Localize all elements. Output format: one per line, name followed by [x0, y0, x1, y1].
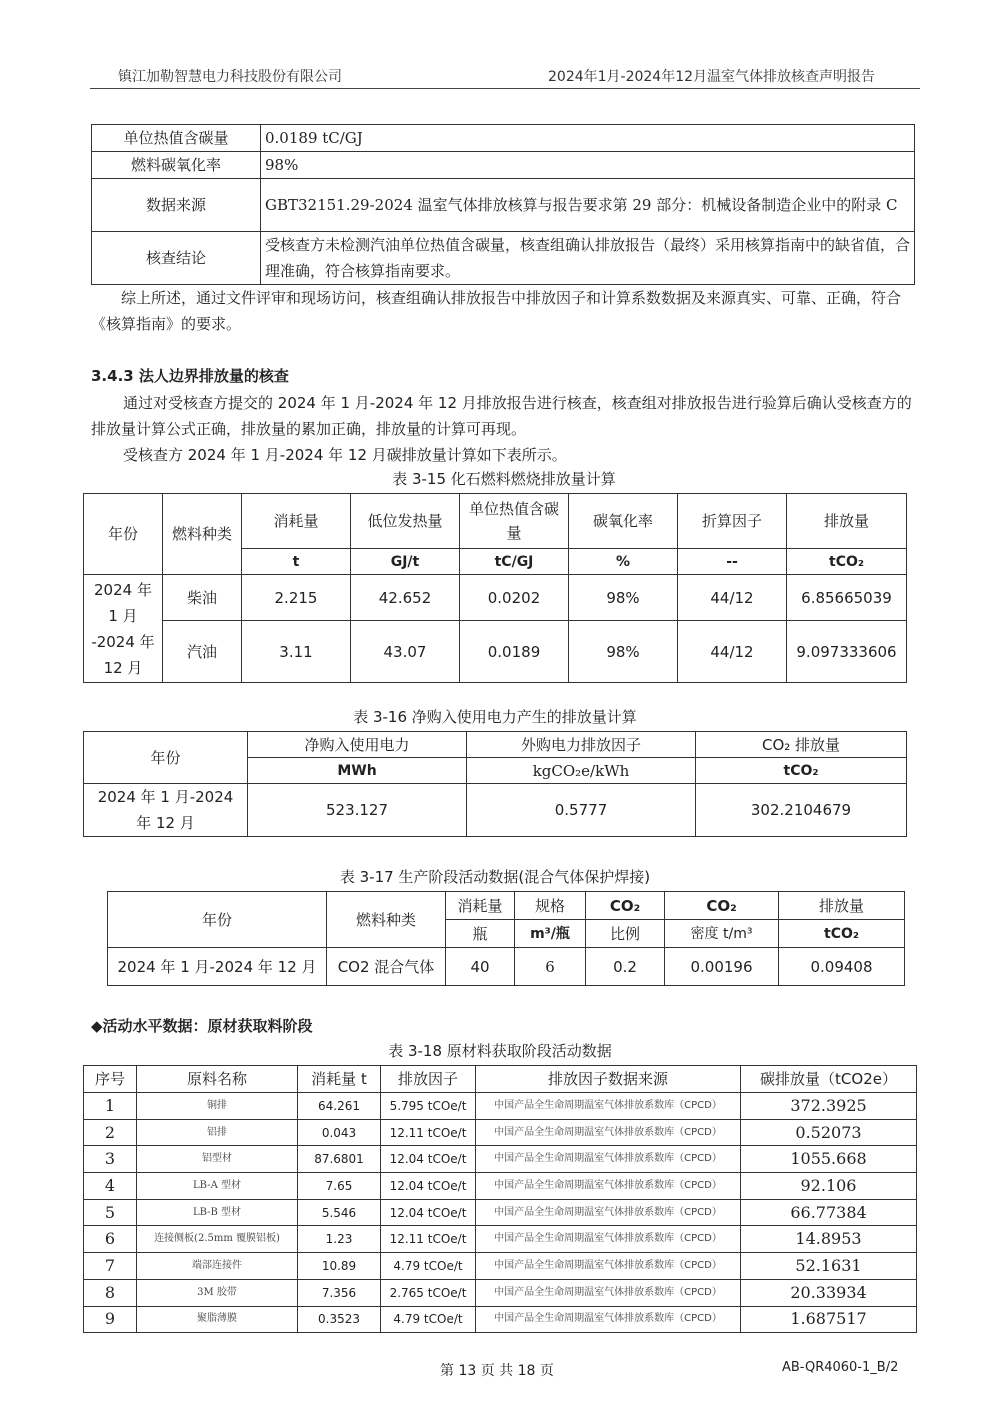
table-row: [84, 1119, 917, 1146]
table-316-caption: 表 3-16 净购入使用电力产生的排放量计算: [353, 708, 637, 726]
no-cell: 6: [84, 1226, 137, 1253]
data-cell: 0.0202: [460, 575, 569, 621]
col-header-no: 序号: [84, 1066, 137, 1093]
qty-cell: 0.043: [298, 1119, 381, 1146]
source-cell: 中国产品全生命周期温室气体排放系数库（CPCD）: [476, 1093, 741, 1120]
name-cell: 聚脂薄膜: [137, 1306, 298, 1333]
section-paragraph-1: 通过对受核查方提交的 2024 年 1 月-2024 年 12 月排放报告进行核查，核查组对排放报告进行验算后确认受核查方的排放量计算公式正确，排放量的累加正确，排放量的计算可再现。: [91, 394, 912, 438]
data-cell: 302.2104679: [696, 784, 907, 837]
section-heading: 3.4.3 法人边界排放量的核查: [91, 367, 289, 385]
table-row: [84, 1173, 917, 1200]
col-header-oxidation: 碳氧化率: [569, 494, 678, 549]
raw-material-table: [83, 1065, 917, 1333]
electricity-table: [83, 731, 907, 837]
factor-cell: 12.04 tCOe/t: [381, 1146, 476, 1173]
qty-cell: 1.23: [298, 1226, 381, 1253]
data-cell: 44/12: [678, 621, 787, 683]
table-315-caption: 表 3-15 化石燃料燃烧排放量计算: [392, 470, 616, 488]
fuel-combustion-table: [83, 493, 907, 683]
no-cell: 2: [84, 1119, 137, 1146]
table-row: [84, 1199, 917, 1226]
emission-cell: 0.52073: [741, 1119, 917, 1146]
source-cell: 中国产品全生命周期温室气体排放系数库（CPCD）: [476, 1199, 741, 1226]
unit-cell: MWh: [248, 758, 467, 784]
source-cell: 中国产品全生命周期温室气体排放系数库（CPCD）: [476, 1173, 741, 1200]
factor-cell: 4.79 tCOe/t: [381, 1306, 476, 1333]
welding-activity-table: [107, 891, 905, 986]
emission-cell: 14.8953: [741, 1226, 917, 1253]
emission-cell: 52.1631: [741, 1253, 917, 1280]
unit-cell: %: [569, 549, 678, 575]
data-cell: 0.0189: [460, 621, 569, 683]
year-cell: 2024 年 1 月-2024 年 12 月: [84, 784, 248, 837]
row-label: 单位热值含碳量: [92, 125, 261, 152]
data-cell: CO2 混合气体: [327, 948, 446, 986]
row-value: 受核查方未检测汽油单位热值含碳量，核查组确认排放报告（最终）采用核算指南中的缺省值，合理准确，符合核算指南要求。: [261, 232, 915, 285]
name-cell: 连接侧板(2.5mm 覆膜铝板): [137, 1226, 298, 1253]
col-header-carbon: 单位热值含碳量: [460, 494, 569, 549]
fuel-cell: 柴油: [163, 575, 242, 621]
col-header-factor: 外购电力排放因子: [467, 732, 696, 758]
emission-cell: 372.3925: [741, 1093, 917, 1120]
col-header-co2-ratio: CO₂: [586, 892, 665, 920]
data-cell: 98%: [569, 621, 678, 683]
no-cell: 1: [84, 1093, 137, 1120]
data-cell: 9.097333606: [787, 621, 907, 683]
data-cell: 0.2: [586, 948, 665, 986]
emission-cell: 20.33934: [741, 1279, 917, 1306]
no-cell: 5: [84, 1199, 137, 1226]
col-header-consumption: 消耗量: [446, 892, 515, 920]
col-header-qty: 消耗量 t: [298, 1066, 381, 1093]
row-value: 98%: [261, 152, 915, 179]
qty-cell: 7.65: [298, 1173, 381, 1200]
emission-cell: 1.687517: [741, 1306, 917, 1333]
name-cell: 铝型材: [137, 1146, 298, 1173]
data-cell: 43.07: [351, 621, 460, 683]
fuel-parameter-table: [91, 124, 915, 285]
unit-cell: tCO₂: [696, 758, 907, 784]
data-cell: 44/12: [678, 575, 787, 621]
col-header-power: 净购入使用电力: [248, 732, 467, 758]
data-cell: 40: [446, 948, 515, 986]
name-cell: 3M 胶带: [137, 1279, 298, 1306]
data-cell: 42.652: [351, 575, 460, 621]
col-header-emission: 排放量: [779, 892, 905, 920]
col-header-consumption: 消耗量: [242, 494, 351, 549]
unit-cell: tCO₂: [787, 549, 907, 575]
qty-cell: 87.6801: [298, 1146, 381, 1173]
activity-heading: ◆活动水平数据：原材获取料阶段: [91, 1017, 313, 1035]
summary-paragraph: 综上所述，通过文件评审和现场访问，核查组确认排放报告中排放因子和计算系数数据及来源真实、可靠、正确，符合《核算指南》的要求。: [91, 289, 902, 333]
row-value: 0.0189 tC/GJ: [261, 125, 915, 152]
unit-cell: --: [678, 549, 787, 575]
col-header-ncv: 低位发热量: [351, 494, 460, 549]
col-header-co2-density: CO₂: [665, 892, 779, 920]
table-row: [84, 1226, 917, 1253]
data-cell: 2.215: [242, 575, 351, 621]
data-cell: 523.127: [248, 784, 467, 837]
col-header-spec: 规格: [515, 892, 586, 920]
unit-cell: kgCO₂e/kWh: [467, 758, 696, 784]
data-cell: 6: [515, 948, 586, 986]
data-cell: 98%: [569, 575, 678, 621]
unit-cell: 密度 t/m³: [665, 920, 779, 948]
page-number: 第 13 页 共 18 页: [440, 1363, 554, 1379]
emission-cell: 66.77384: [741, 1199, 917, 1226]
name-cell: 铝排: [137, 1119, 298, 1146]
unit-cell: 比例: [586, 920, 665, 948]
data-cell: 0.09408: [779, 948, 905, 986]
qty-cell: 5.546: [298, 1199, 381, 1226]
factor-cell: 12.11 tCOe/t: [381, 1226, 476, 1253]
row-label: 数据来源: [92, 179, 261, 232]
unit-cell: m³/瓶: [515, 920, 586, 948]
unit-cell: t: [242, 549, 351, 575]
table-row: [84, 1306, 917, 1333]
document-code: AB-QR4060-1_B/2: [782, 1360, 899, 1375]
header-company: 镇江加勒智慧电力科技股份有限公司: [118, 69, 342, 85]
fuel-cell: 汽油: [163, 621, 242, 683]
col-header-name: 原料名称: [137, 1066, 298, 1093]
source-cell: 中国产品全生命周期温室气体排放系数库（CPCD）: [476, 1146, 741, 1173]
source-cell: 中国产品全生命周期温室气体排放系数库（CPCD）: [476, 1119, 741, 1146]
table-row: [84, 1093, 917, 1120]
factor-cell: 4.79 tCOe/t: [381, 1253, 476, 1280]
name-cell: 铜排: [137, 1093, 298, 1120]
data-cell: 0.5777: [467, 784, 696, 837]
col-header-fuel: 燃料种类: [327, 892, 446, 948]
col-header-factor: 排放因子: [381, 1066, 476, 1093]
no-cell: 9: [84, 1306, 137, 1333]
name-cell: LB-B 型材: [137, 1199, 298, 1226]
no-cell: 7: [84, 1253, 137, 1280]
data-cell: 6.85665039: [787, 575, 907, 621]
table-row: [84, 1146, 917, 1173]
no-cell: 4: [84, 1173, 137, 1200]
source-cell: 中国产品全生命周期温室气体排放系数库（CPCD）: [476, 1279, 741, 1306]
factor-cell: 12.04 tCOe/t: [381, 1173, 476, 1200]
unit-cell: tCO₂: [779, 920, 905, 948]
col-header-year: 年份: [108, 892, 327, 948]
emission-cell: 1055.668: [741, 1146, 917, 1173]
section-paragraph-2: 受核查方 2024 年 1 月-2024 年 12 月碳排放量计算如下表所示。: [123, 446, 567, 464]
row-value: GBT32151.29-2024 温室气体排放核算与报告要求第 29 部分：机械设备制造企业中的附录 C: [261, 179, 915, 232]
unit-cell: GJ/t: [351, 549, 460, 575]
col-header-emission: 排放量: [787, 494, 907, 549]
col-header-emission: 碳排放量（tCO2e）: [741, 1066, 917, 1093]
data-cell: 0.00196: [665, 948, 779, 986]
factor-cell: 5.795 tCOe/t: [381, 1093, 476, 1120]
row-label: 燃料碳氧化率: [92, 152, 261, 179]
unit-cell: 瓶: [446, 920, 515, 948]
no-cell: 3: [84, 1146, 137, 1173]
col-header-year: 年份: [84, 494, 163, 575]
name-cell: 端部连接件: [137, 1253, 298, 1280]
data-cell: 3.11: [242, 621, 351, 683]
table-row: [84, 1253, 917, 1280]
table-row: [84, 1279, 917, 1306]
header-report-title: 2024年1月-2024年12月温室气体排放核查声明报告: [548, 69, 876, 85]
source-cell: 中国产品全生命周期温室气体排放系数库（CPCD）: [476, 1226, 741, 1253]
factor-cell: 12.11 tCOe/t: [381, 1119, 476, 1146]
no-cell: 8: [84, 1279, 137, 1306]
col-header-emission: CO₂ 排放量: [696, 732, 907, 758]
header-divider: [90, 88, 920, 89]
qty-cell: 64.261: [298, 1093, 381, 1120]
source-cell: 中国产品全生命周期温室气体排放系数库（CPCD）: [476, 1306, 741, 1333]
col-header-source: 排放因子数据来源: [476, 1066, 741, 1093]
col-header-factor: 折算因子: [678, 494, 787, 549]
col-header-year: 年份: [84, 732, 248, 784]
emission-cell: 92.106: [741, 1173, 917, 1200]
factor-cell: 2.765 tCOe/t: [381, 1279, 476, 1306]
table-318-caption: 表 3-18 原材料获取阶段活动数据: [388, 1042, 612, 1060]
table-317-caption: 表 3-17 生产阶段活动数据(混合气体保护焊接): [339, 868, 651, 886]
col-header-fuel: 燃料种类: [163, 494, 242, 575]
source-cell: 中国产品全生命周期温室气体排放系数库（CPCD）: [476, 1253, 741, 1280]
row-label: 核查结论: [92, 232, 261, 285]
qty-cell: 7.356: [298, 1279, 381, 1306]
name-cell: LB-A 型材: [137, 1173, 298, 1200]
year-cell: 2024 年 1 月 -2024 年 12 月: [84, 575, 163, 683]
qty-cell: 0.3523: [298, 1306, 381, 1333]
factor-cell: 12.04 tCOe/t: [381, 1199, 476, 1226]
year-cell: 2024 年 1 月-2024 年 12 月: [108, 948, 327, 986]
qty-cell: 10.89: [298, 1253, 381, 1280]
unit-cell: tC/GJ: [460, 549, 569, 575]
